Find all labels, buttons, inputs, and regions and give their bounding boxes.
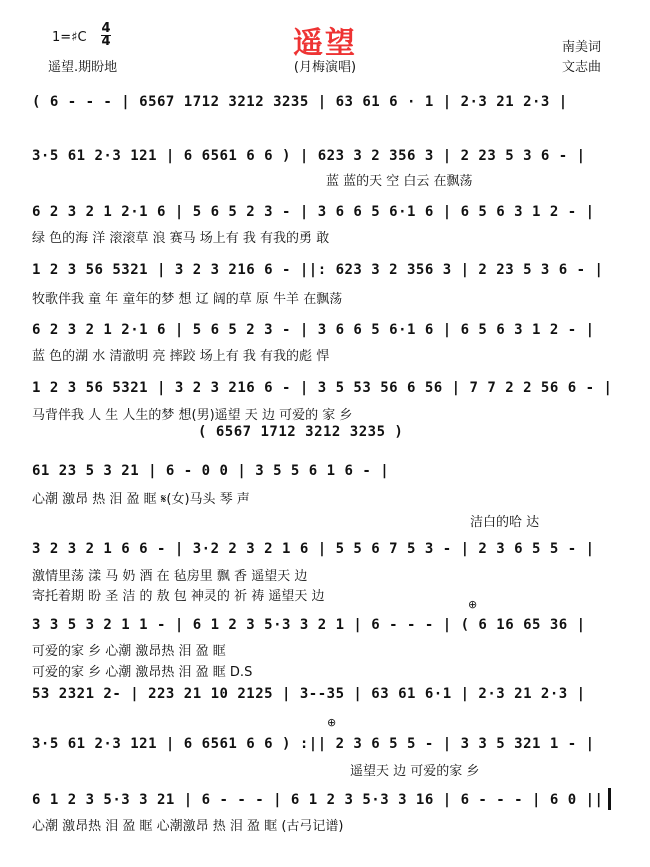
- time-numerator: 4: [101, 21, 111, 36]
- score-row-2: 3·5 61 2·3 121 | 6 6561 6 6 ) | 623 3 2 356 3 | 2 23 5 3 6 - |: [32, 148, 586, 164]
- coda-sign-icon: ⊕: [468, 598, 478, 611]
- lyric-row-6: 马背伴我 人 生 人生的梦 想(男)遥望 天 边 可爱的 家 乡: [32, 408, 353, 423]
- key-label: 1=♯C: [52, 30, 87, 45]
- lyric-row-7: 心潮 激昂 热 泪 盈 眶 𝄋(女)马头 琴 声: [32, 492, 250, 507]
- lyric-row-5: 蓝 色的湖 水 清澈明 亮 摔跤 场上有 我 有我的彪 悍: [32, 349, 330, 364]
- lyricist-credit: 南美词: [562, 40, 602, 55]
- lyric-row-9a: 可爱的家 乡 心潮 激昂热 泪 盈 眶: [32, 644, 226, 659]
- song-title: 遥望: [293, 26, 357, 61]
- score-row-9: 3 3 5 3 2 1 1 - | 6 1 2 3 5·3 3 2 1 | 6 - - - | ( 6 16 65 36 |: [32, 617, 586, 633]
- lyric-row-4: 牧歌伴我 童 年 童年的梦 想 辽 阔的草 原 牛羊 在飘荡: [32, 292, 343, 307]
- score-row-7: 61 23 5 3 21 | 6 - 0 0 | 3 5 5 6 1 6 - |: [32, 463, 390, 479]
- score-row-6: 1 2 3 56 5321 | 3 2 3 216 6 - | 3 5 53 56 6 56 | 7 7 2 2 56 6 - |: [32, 380, 613, 396]
- score-row-5: 6 2 3 2 1 2·1 6 | 5 6 5 2 3 - | 3 6 6 5 6·1 6 | 6 5 6 3 1 2 - |: [32, 322, 595, 338]
- tempo-expression: 遥望.期盼地: [48, 60, 118, 75]
- time-denominator: 4: [101, 34, 111, 49]
- score-row-8: 3 2 3 2 1 6 6 - | 3·2 2 3 2 1 6 | 5 5 6 7 5 3 - | 2 3 6 5 5 - |: [32, 541, 595, 557]
- score-row-1: ( 6 - - - | 6567 1712 3212 3235 | 63 61 6 · 1 | 2·3 21 2·3 |: [32, 94, 568, 110]
- score-row-3: 6 2 3 2 1 2·1 6 | 5 6 5 2 3 - | 3 6 6 5 6·1 6 | 6 5 6 3 1 2 - |: [32, 204, 595, 220]
- score-row-10: 53 2321 2- | 223 21 10 2125 | 3--35 | 63 61 6·1 | 2·3 21 2·3 |: [32, 686, 586, 702]
- lyric-row-8a: 激情里荡 漾 马 奶 酒 在 毡房里 飘 香 遥望天 边: [32, 569, 308, 584]
- lyric-row-8b: 寄托着期 盼 圣 洁 的 敖 包 神灵的 祈 祷 遥望天 边: [32, 589, 325, 604]
- lyric-row-11: 遥望天 边 可爱的家 乡: [350, 764, 480, 779]
- score-row-12: 6 1 2 3 5·3 3 21 | 6 - - - | 6 1 2 3 5·3 3 16 | 6 - - - | 6 0 ||: [32, 792, 604, 808]
- score-row-11: 3·5 61 2·3 121 | 6 6561 6 6 ) :|| 2 3 6 5 5 - | 3 3 5 321 1 - |: [32, 736, 595, 752]
- composer-credit: 文志曲: [562, 60, 602, 75]
- final-barline: [608, 788, 611, 810]
- lyric-row-9b: 可爱的家 乡 心潮 激昂热 泪 盈 眶 D.S: [32, 665, 253, 680]
- performer-credit: (月梅演唱): [293, 60, 357, 75]
- score-row-4: 1 2 3 56 5321 | 3 2 3 216 6 - ||: 623 3 2 356 3 | 2 23 5 3 6 - |: [32, 262, 604, 278]
- lyric-row-7b: 洁白的哈 达: [470, 515, 540, 530]
- interlude-row: ( 6567 1712 3212 3235 ): [198, 424, 404, 440]
- lyric-row-2: 蓝 蓝的天 空 白云 在飘荡: [326, 174, 473, 189]
- lyric-row-12: 心潮 激昂热 泪 盈 眶 心潮激昂 热 泪 盈 眶 (古弓记谱): [32, 819, 344, 834]
- lyric-row-3: 绿 色的海 洋 滚滚草 浪 赛马 场上有 我 有我的勇 敢: [32, 231, 330, 246]
- coda-sign-icon-2: ⊕: [327, 716, 337, 729]
